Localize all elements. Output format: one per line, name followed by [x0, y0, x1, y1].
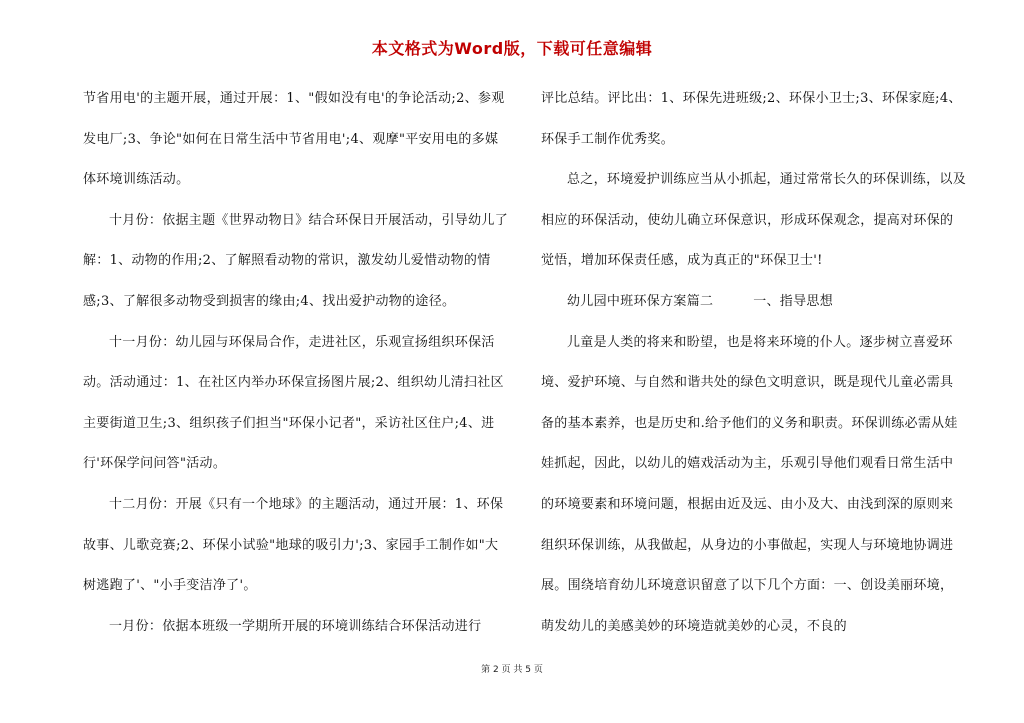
paragraph: 儿童是人类的将来和盼望，也是将来环境的仆人。逐步树立喜爱环境、爱护环境、与自然和谐共处的绿色文明意识，既是现代儿童必需具备的基本素养，也是历史和.给予他们的义务和职责。环保训练必需从娃娃抓起，因此，以幼儿的嬉戏活动为主，乐观引导他们观看日常生活中的环境要素和环境问题，根据由近及远、由小及大、由浅到深的原则来组织环保训练，从我做起，从身边的小事做起，实现人与环境地协调进展。围绕培育幼儿环境意识留意了以下几个方面：一、创设美丽环境，萌发幼儿的美感美妙的环境造就美妙的心灵，不良的 — [541, 334, 958, 634]
page-number: 第 2 页 共 5 页 — [481, 665, 543, 675]
section-heading: 幼儿园中班环保方案篇二 一、指导思想 — [567, 293, 834, 309]
paragraph: 十二月份：开展《只有一个地球》的主题活动，通过开展：1、环保故事、儿歌竞赛;2、环保小试验"地球的吸引力';3、家园手工制作如"大树逃跑了'、"小手变洁净了'。 — [83, 496, 504, 594]
paragraph: 总之，环境爱护训练应当从小抓起，通过常常长久的环保训练，以及相应的环保活动，使幼儿确立环保意识，形成环保观念，提高对环保的觉悟，增加环保责任感，成为真正的"环保卫士'! — [541, 172, 967, 269]
paragraph: 一月份：依据本班级一学期所开展的环境训练结合环保活动进行 — [109, 618, 482, 634]
download-banner: 本文格式为Word版，下载可任意编辑 — [371, 39, 653, 58]
paragraph: 评比总结。评比出：1、环保先进班级;2、环保小卫士;3、环保家庭;4、环保手工制作优秀奖。 — [541, 91, 962, 147]
paragraph: 节省用电'的主题开展，通过开展：1、"假如没有电'的争论活动;2、参观发电厂;3、争论"如何在日常生活中节省用电';4、观摩"平安用电的多媒体环境训练活动。 — [83, 91, 505, 188]
paragraph: 十一月份：幼儿园与环保局合作，走进社区，乐观宣扬组织环保活动。活动通过：1、在社区内举办环保宣扬图片展;2、组织幼儿清扫社区主要街道卫生;3、组织孩子们担当"环保小记者"，采访社区住户;4、进行'环保学问问答"活动。 — [83, 334, 504, 472]
paragraph: 十月份：依据主题《世界动物日》结合环保日开展活动，引导幼儿了解：1、动物的作用;2、了解照看动物的常识，激发幼儿爱惜动物的情感;3、了解很多动物受到损害的缘由;4、找出爱护动物的途径。 — [83, 212, 509, 309]
left-column — [83, 79, 508, 647]
right-column — [541, 79, 966, 647]
